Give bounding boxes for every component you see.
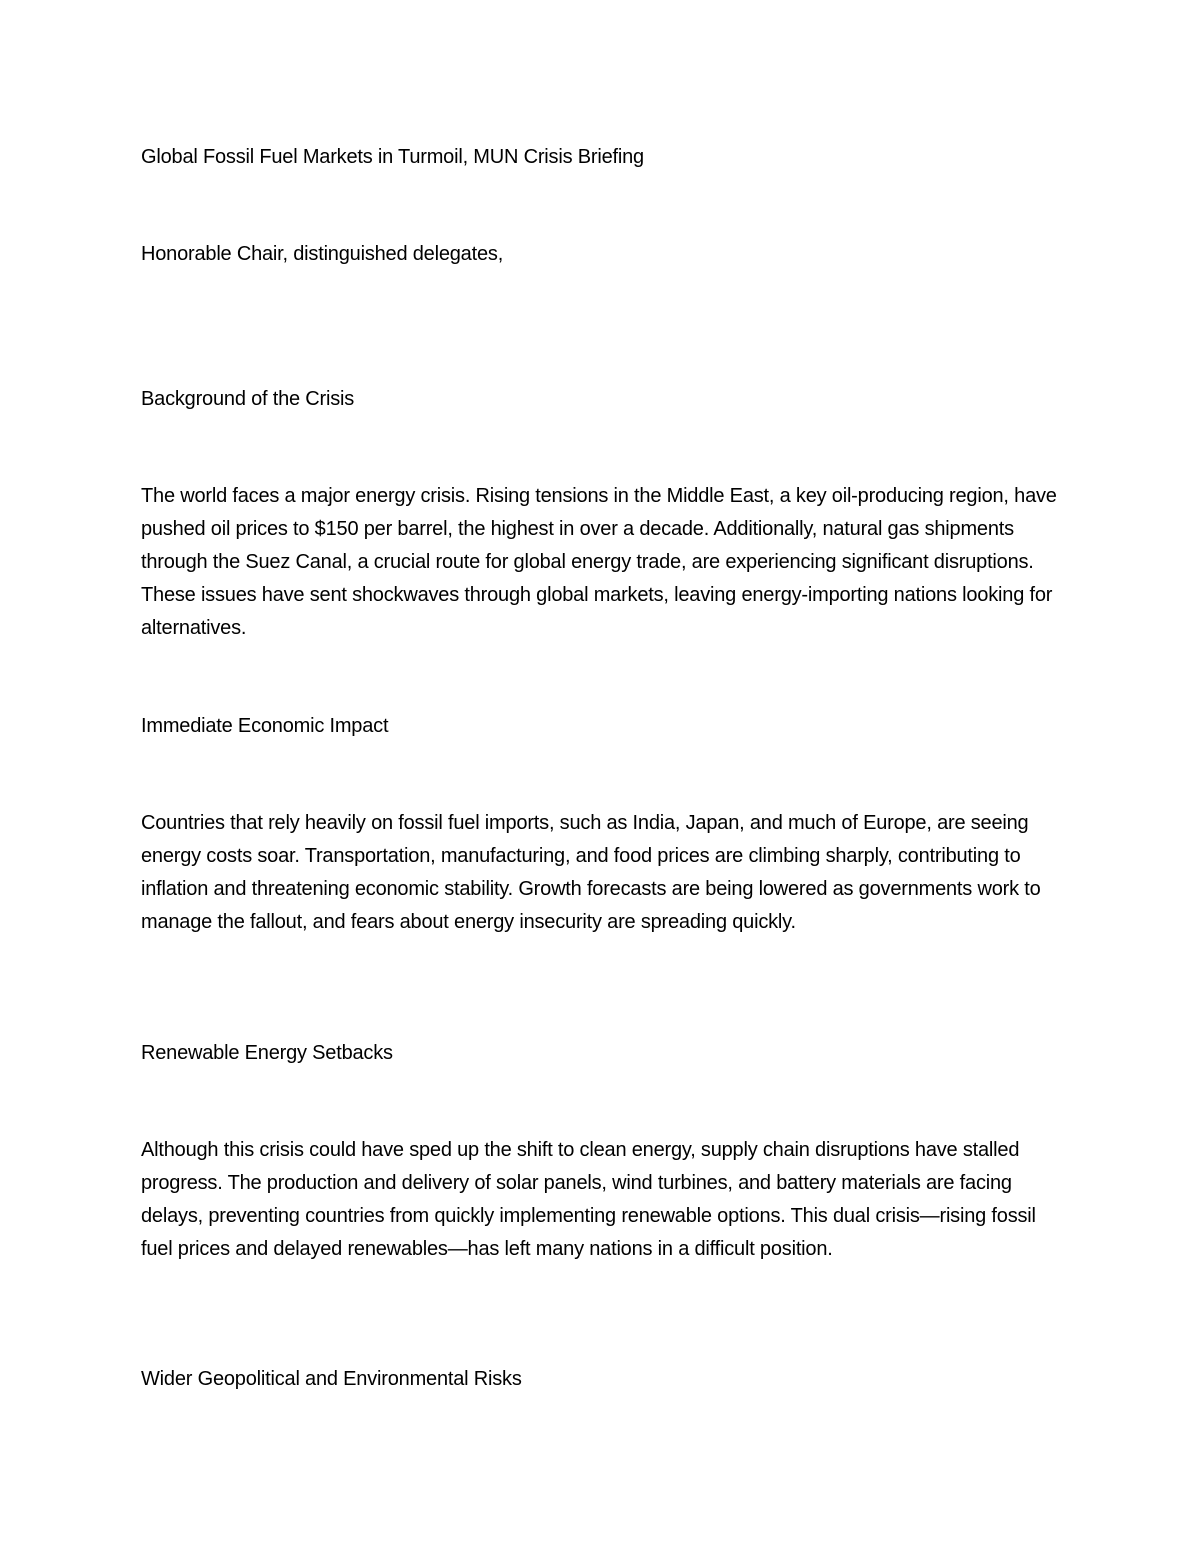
section-paragraph-renewable-setbacks: Although this crisis could have sped up the shift to clean energy, supply chain disruptions have stalled progress. The production and delivery of solar panels, wind turbines, and battery materials are facing delays, preventing countries from quickly implementing renewable options. This dual crisis—rising fossil fuel prices and delayed renewables—has left many nations in a difficult position. (141, 1139, 1036, 1260)
document-title: Global Fossil Fuel Markets in Turmoil, MUN Crisis Briefing (141, 146, 644, 168)
section-heading-economic-impact: Immediate Economic Impact (141, 715, 389, 737)
section-heading-geopolitical-risks: Wider Geopolitical and Environmental Risks (141, 1368, 522, 1390)
salutation: Honorable Chair, distinguished delegates, (141, 243, 504, 265)
section-heading-renewable-setbacks: Renewable Energy Setbacks (141, 1042, 393, 1064)
section-paragraph-economic-impact: Countries that rely heavily on fossil fuel imports, such as India, Japan, and much of Europe, are seeing energy costs soar. Transportation, manufacturing, and food prices are climbing sharply, contributing to inflation and threatening economic stability. Growth forecasts are being lowered as governments work to manage the fallout, and fears about energy insecurity are spreading quickly. (141, 812, 1041, 933)
section-paragraph-background: The world faces a major energy crisis. Rising tensions in the Middle East, a key oil-producing region, have pushed oil prices to $150 per barrel, the highest in over a decade. Additionally, natural gas shipments through the Suez Canal, a crucial route for global energy trade, are experiencing significant disruptions. These issues have sent shockwaves through global markets, leaving energy-importing nations looking for alternatives. (141, 485, 1057, 639)
section-heading-background: Background of the Crisis (141, 388, 355, 410)
